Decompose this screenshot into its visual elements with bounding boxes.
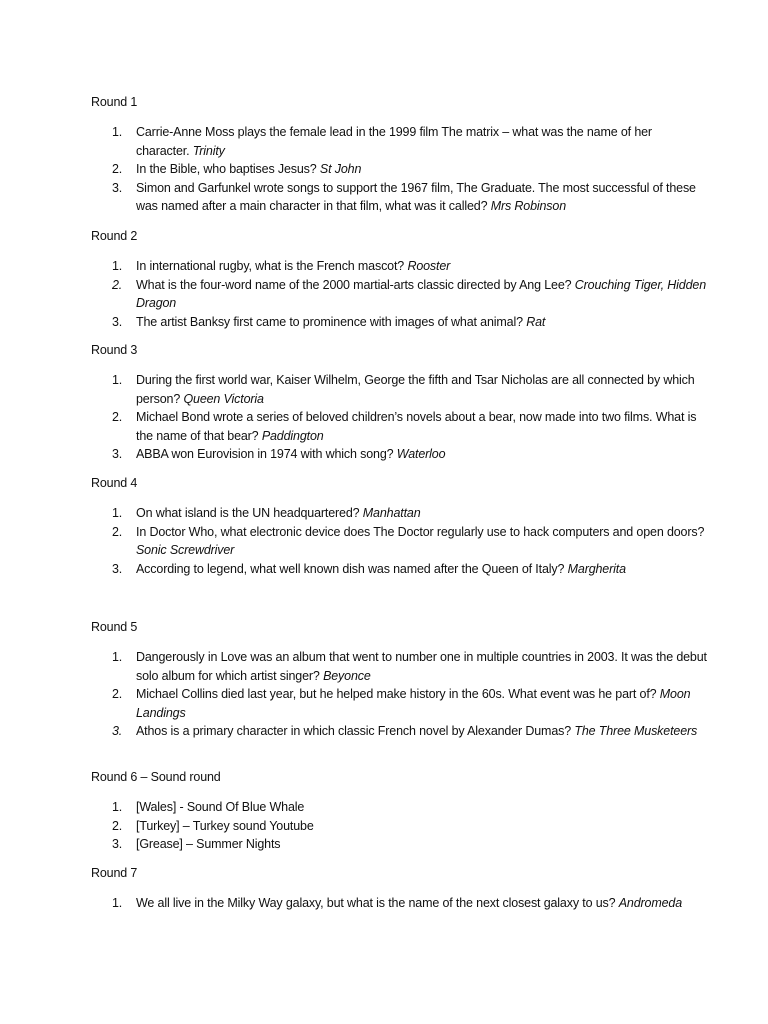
answer-text: Mrs Robinson <box>490 199 567 213</box>
question-number: 3. <box>112 180 123 195</box>
question-item <box>91 817 708 836</box>
question-number: 1. <box>112 506 123 520</box>
question-item <box>91 179 708 216</box>
question-number: 2. <box>112 162 123 176</box>
question-number: 2. <box>112 277 123 292</box>
question-item <box>91 313 708 332</box>
question-item <box>91 560 708 579</box>
answer-text: Beyonce <box>323 668 371 683</box>
round-title: Round 7 <box>91 866 138 880</box>
question-number: 1. <box>112 373 123 387</box>
question-number: 3. <box>112 561 123 576</box>
question-text: Athos is a primary character in which classic French novel by Alexander Dumas? <box>136 724 572 738</box>
question-number: 1. <box>112 650 123 664</box>
question-item <box>91 835 708 854</box>
question-item <box>91 685 708 722</box>
question-number: 1. <box>112 125 123 139</box>
question-number: 2. <box>112 687 123 701</box>
answer-text: Trinity <box>192 143 225 158</box>
question-text: In international rugby, what is the French mascot? <box>136 259 405 273</box>
question-text: We all live in the Milky Way galaxy, but what is the name of the next closest galaxy to us? <box>136 896 616 910</box>
question-number: 2. <box>112 818 123 833</box>
question-item <box>91 722 708 741</box>
question-number: 3. <box>112 447 123 461</box>
question-number: 2. <box>112 524 123 539</box>
question-text: During the first world war, Kaiser Wilhelm, George the fifth and Tsar Nicholas are all connected by which person? <box>136 373 695 406</box>
question-text: Michael Collins died last year, but he helped make history in the 60s. What event was he part of? <box>136 687 657 701</box>
question-item <box>91 257 708 276</box>
question-text: ABBA won Eurovision in 1974 with which song? <box>136 447 394 461</box>
round-title: Round 2 <box>91 229 138 243</box>
question-text: The artist Banksy first came to prominence with images of what animal? <box>136 314 523 329</box>
answer-text: St John <box>319 162 362 176</box>
question-text: Simon and Garfunkel wrote songs to support the 1967 film, The Graduate. The most successful of these was named after a main character in that film, what was it called? <box>136 180 696 213</box>
answer-text: Manhattan <box>362 506 421 520</box>
answer-text: Moon Landings <box>136 687 691 720</box>
question-text: [Turkey] – Turkey sound Youtube <box>136 818 314 833</box>
question-item <box>91 894 708 913</box>
answer-text: Paddington <box>261 428 324 443</box>
answer-text: Rat <box>526 314 546 329</box>
answer-text: Sonic Screwdriver <box>136 543 235 557</box>
answer-text: The Three Musketeers <box>574 724 698 738</box>
answer-text: Queen Victoria <box>183 391 264 406</box>
question-list <box>91 894 708 913</box>
question-text: According to legend, what well known dish was named after the Queen of Italy? <box>136 561 565 576</box>
question-item <box>91 504 708 523</box>
question-list <box>91 504 708 578</box>
question-text: Dangerously in Love was an album that went to number one in multiple countries in 2003. It was the debut solo album for which artist singer? <box>136 650 707 683</box>
question-item <box>91 408 708 445</box>
round-title: Round 4 <box>91 476 138 490</box>
question-text: In the Bible, who baptises Jesus? <box>136 162 317 176</box>
answer-text: Rooster <box>407 259 451 273</box>
question-number: 1. <box>112 259 123 273</box>
question-list <box>91 371 708 464</box>
question-text: Carrie-Anne Moss plays the female lead in the 1999 film The matrix – what was the name of her character. <box>136 125 652 158</box>
question-item <box>91 160 708 179</box>
question-text: [Grease] – Summer Nights <box>136 837 281 851</box>
question-item <box>91 123 708 160</box>
question-number: 1. <box>112 896 123 910</box>
question-number: 3. <box>112 837 123 851</box>
answer-text: Margherita <box>567 561 626 576</box>
round-title: Round 6 – Sound round <box>91 770 221 784</box>
question-text: [Wales] - Sound Of Blue Whale <box>136 800 305 814</box>
answer-text: Crouching Tiger, Hidden Dragon <box>136 277 707 310</box>
question-list <box>91 123 708 216</box>
round-title: Round 5 <box>91 620 138 634</box>
question-item <box>91 276 708 313</box>
question-text: What is the four-word name of the 2000 martial-arts classic directed by Ang Lee? <box>136 277 572 292</box>
question-item <box>91 798 708 817</box>
question-list <box>91 798 708 854</box>
question-item <box>91 371 708 408</box>
round-title: Round 3 <box>91 343 138 357</box>
question-text: On what island is the UN headquartered? <box>136 506 360 520</box>
question-list <box>91 648 708 741</box>
question-list <box>91 257 708 331</box>
question-text: In Doctor Who, what electronic device does The Doctor regularly use to hack computers and open doors? <box>136 524 705 539</box>
question-item <box>91 445 708 464</box>
answer-text: Waterloo <box>396 447 446 461</box>
round-title: Round 1 <box>91 95 138 109</box>
question-text: Michael Bond wrote a series of beloved children’s novels about a bear, now made into two films. What is the name of that bear? <box>136 410 697 443</box>
question-number: 2. <box>112 410 123 424</box>
question-item <box>91 523 708 560</box>
answer-text: Andromeda <box>618 896 683 910</box>
question-item <box>91 648 708 685</box>
question-number: 3. <box>112 724 123 738</box>
question-number: 1. <box>112 800 123 814</box>
question-number: 3. <box>112 314 123 329</box>
